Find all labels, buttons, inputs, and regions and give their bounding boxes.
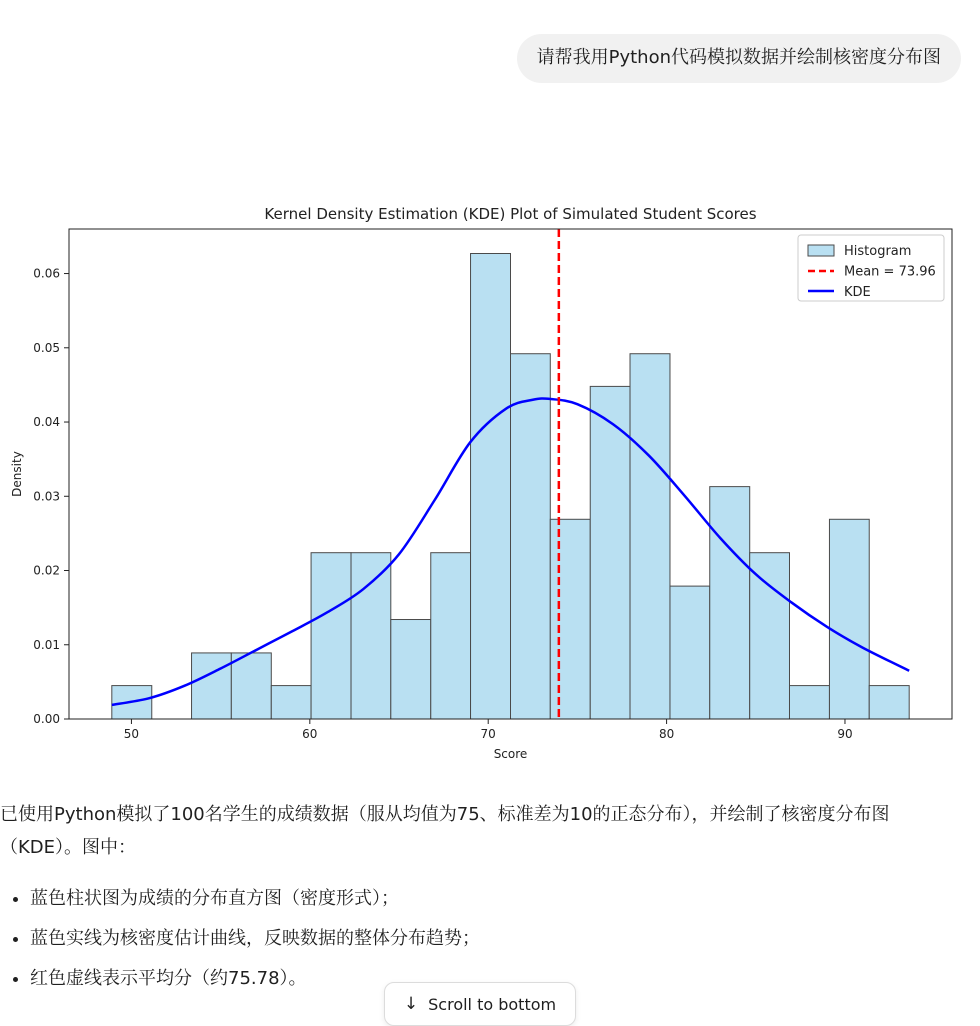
arrow-down-icon: ↓ (403, 994, 419, 1014)
y-tick-label: 0.03 (33, 489, 60, 504)
reply-bullet-item: • 蓝色柱状图为成绩的分布直方图（密度形式）； (30, 882, 965, 915)
x-tick-label: 70 (480, 727, 496, 741)
histogram-bar (829, 519, 869, 719)
y-axis-label: Density (10, 451, 24, 497)
histogram-bar (550, 519, 590, 719)
histogram-bar (471, 254, 511, 720)
histogram-bar (271, 686, 311, 719)
histogram-bar (670, 586, 710, 719)
legend-swatch-histogram (808, 245, 834, 256)
y-tick-label: 0.04 (33, 415, 60, 430)
y-tick-label: 0.02 (33, 563, 60, 578)
reply-bullet-item: • 红色虚线表示平均分（约75.78）。 (30, 962, 965, 995)
reply-bullet-item: • 蓝色实线为核密度估计曲线，反映数据的整体分布趋势； (30, 922, 965, 955)
histogram-bar (630, 354, 670, 719)
scroll-to-bottom-label: Scroll to bottom (428, 994, 557, 1014)
histogram-bars (112, 254, 909, 720)
histogram-bar (351, 553, 391, 719)
y-tick-label: 0.06 (33, 266, 60, 281)
histogram-bar (192, 653, 232, 719)
x-axis-label: Score (493, 747, 528, 761)
histogram-bar (431, 553, 471, 719)
legend-label-histogram: Histogram (844, 244, 912, 259)
histogram-bar (789, 686, 829, 719)
chart-legend (798, 235, 944, 301)
x-tick-label: 80 (658, 727, 675, 741)
kde-chart (0, 198, 960, 770)
histogram-bar (710, 487, 750, 719)
y-tick-label: 0.00 (33, 712, 60, 726)
histogram-bar (869, 686, 909, 719)
x-tick-label: 50 (123, 727, 140, 741)
assistant-reply (0, 798, 965, 1002)
chart-title: Kernel Density Estimation (KDE) Plot of Simulated Student Scores (264, 205, 757, 223)
histogram-bar (391, 620, 431, 719)
histogram-bar (511, 354, 551, 719)
legend-label-mean: Mean = 73.96 (844, 264, 936, 280)
x-tick-label: 90 (837, 727, 853, 741)
user-message-text: 请帮我用Python代码模拟数据并绘制核密度分布图 (536, 47, 941, 68)
y-tick-label: 0.05 (33, 340, 60, 355)
user-message-bubble (517, 34, 961, 83)
reply-paragraph: 已使用Python模拟了100名学生的成绩数据（服从均值为75、标准差为10的正态分布），并绘制了核密度分布图（KDE）。图中： (0, 804, 890, 858)
scroll-to-bottom-button[interactable] (384, 982, 576, 1026)
histogram-bar (750, 553, 790, 719)
histogram-bar (590, 386, 630, 719)
histogram-bar (231, 653, 271, 719)
x-tick-label: 60 (302, 727, 318, 741)
legend-label-kde: KDE (844, 285, 871, 300)
reply-bullet-list (0, 882, 965, 995)
histogram-bar (311, 553, 351, 719)
y-tick-label: 0.01 (33, 637, 60, 652)
